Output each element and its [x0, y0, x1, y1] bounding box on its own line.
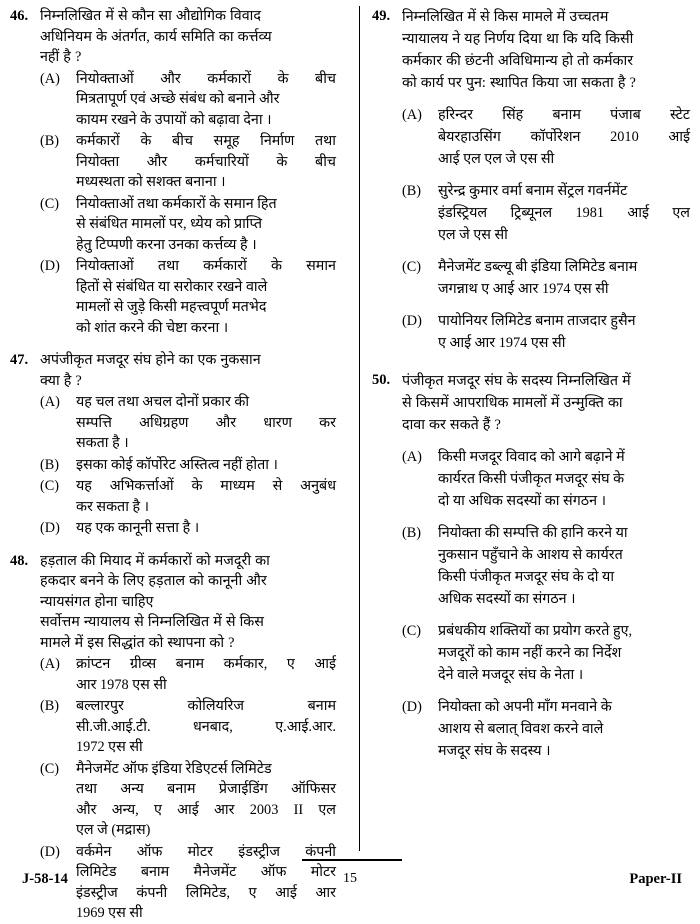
option-text: [438, 180, 690, 246]
option-b[interactable]: [40, 455, 336, 476]
option-label: (C): [40, 195, 60, 212]
option-text: [438, 256, 690, 300]
footer-paper-code: J-58-14: [22, 871, 68, 887]
question-number: 48.: [10, 552, 29, 569]
option-line: आई एल एल जे एस सी: [438, 151, 555, 167]
option-line: सुरेन्द्र कुमार वर्मा बनाम सेंट्रल गवर्नमेंट: [438, 183, 628, 199]
option-line: नियोक्ता और कर्मचारियों के बीच: [76, 153, 336, 170]
option-c[interactable]: [40, 759, 336, 841]
option-label: (C): [402, 259, 422, 275]
option-line: कायम रखने के उपायों को बढ़ावा देना ।: [76, 111, 272, 128]
option-a[interactable]: [402, 446, 690, 512]
question-body: [402, 370, 690, 762]
option-line: इंडस्ट्रीज कंपनी लिमिटेड, ए आई आर: [76, 884, 336, 901]
question-body: [40, 350, 336, 539]
option-label: (A): [402, 449, 422, 465]
option-line: सकता है ।: [76, 435, 129, 451]
option-c[interactable]: [40, 194, 336, 256]
option-line: किसी पंजीकृत मजदूर संघ के दो या: [438, 569, 615, 585]
option-line: 1972 एस सी: [76, 739, 143, 755]
option-line: मामलों से जुड़े किसी महत्त्वपूर्ण मतभेद: [76, 299, 267, 315]
option-text: [76, 69, 336, 131]
footer-row: [10, 871, 690, 888]
option-label: (A): [40, 656, 60, 672]
option-line: हेतु टिप्पणी करना उनका कर्त्तव्य है ।: [76, 236, 257, 253]
option-text: [76, 654, 336, 695]
option-line: मध्यस्थता को सशक्त बनाना ।: [76, 174, 226, 190]
option-text: [438, 310, 690, 354]
option-line: नियोक्ताओं तथा कर्मकारों के समान: [76, 258, 336, 274]
option-label: (A): [40, 70, 60, 87]
stem-line: को कार्य पर पुन: स्थापित किया जा सकता है ?: [402, 75, 636, 91]
stem-line: न्यायसंगत होना चाहिए: [40, 593, 154, 610]
option-line: बेयरहाउसिंग कॉर्पोरेशन 2010 आई: [438, 129, 690, 145]
question-stem: [402, 6, 690, 94]
option-label: (B): [402, 525, 422, 541]
question-46: [10, 6, 336, 338]
option-line: प्रबंधकीय शक्तियों का प्रयोग करते हुए,: [438, 623, 633, 639]
option-label: (C): [402, 623, 422, 639]
option-line: इसका कोई कॉर्पोरेट अस्तित्व नहीं होता ।: [76, 456, 278, 473]
option-line: यह एक कानूनी सत्ता है ।: [76, 520, 200, 536]
question-number: 47.: [10, 352, 29, 368]
option-d[interactable]: [402, 310, 690, 354]
stem-line: सर्वोत्तम न्यायालय से निम्नलिखित में से किस: [40, 614, 264, 630]
option-line: यह अभिकर्त्ताओं के माध्यम से अनुबंध: [76, 478, 336, 494]
option-d[interactable]: [402, 696, 690, 762]
option-line: ए आई आर 1974 एस सी: [438, 335, 566, 351]
option-line: लिमिटेड बनाम मैनेजमेंट ऑफ मोटर: [76, 864, 336, 880]
stem-line: क्या है ?: [40, 372, 82, 389]
stem-line: न्यायालय ने यह निर्णय दिया था कि यदि किसी: [402, 31, 634, 47]
option-line: आर 1978 एस सी: [76, 676, 167, 693]
option-text: [76, 256, 336, 338]
option-text: [76, 455, 336, 476]
stem-line: निम्नलिखित में से कौन सा औद्योगिक विवाद: [40, 8, 261, 24]
option-a[interactable]: [40, 69, 336, 131]
option-line: यह चल तथा अचल दोनों प्रकार की: [76, 394, 250, 410]
option-a[interactable]: [402, 104, 690, 170]
option-b[interactable]: [40, 696, 336, 758]
footer-rule: [302, 859, 402, 861]
question-body: [402, 6, 690, 354]
option-label: (D): [40, 258, 60, 274]
option-d[interactable]: [40, 518, 336, 539]
option-line: मजदूर संघ के सदस्य ।: [438, 743, 551, 759]
option-text: [76, 759, 336, 841]
option-a[interactable]: [40, 654, 336, 695]
option-line: पायोनियर लिमिटेड बनाम ताजदार हुसैन: [438, 313, 636, 329]
options-list: [40, 69, 336, 339]
option-line: नियोक्ताओं और कर्मकारों के बीच: [76, 70, 336, 87]
option-line: वर्कमेन ऑफ मोटर इंडस्ट्रीज कंपनी: [76, 843, 336, 860]
stem-line: अपंजीकृत मजदूर संघ होने का एक नुकसान: [40, 352, 261, 368]
option-label: (D): [40, 843, 60, 860]
option-line: मैनेजमेंट डब्ल्यू बी इंडिया लिमिटेड बनाम: [438, 259, 638, 275]
option-line: किसी मजदूर विवाद को आगे बढ़ाने में: [438, 449, 625, 465]
stem-line: नहीं है ?: [40, 49, 82, 65]
stem-line: पंजीकृत मजदूर संघ के सदस्य निम्नलिखित में: [402, 373, 631, 389]
question-body: [40, 6, 336, 338]
option-line: हितों से संबंधित या सरोकार रखने वाले: [76, 278, 268, 295]
options-list: [40, 392, 336, 539]
option-d[interactable]: [40, 256, 336, 338]
options-list: [402, 104, 690, 354]
option-text: [438, 446, 690, 512]
option-label: (B): [40, 698, 60, 714]
option-text: [76, 476, 336, 517]
option-line: तथा अन्य बनाम प्रेजाईडिंग ऑफिसर: [76, 781, 336, 797]
option-line: सी.जी.आई.टी. धनबाद, ए.आई.आर.: [76, 718, 336, 735]
option-text: [76, 518, 336, 539]
question-stem: [40, 6, 336, 68]
option-text: [438, 696, 690, 762]
option-text: [438, 104, 690, 170]
option-line: आशय से बलात् विवश करने वाले: [438, 721, 604, 737]
option-c[interactable]: [402, 256, 690, 300]
option-text: [438, 522, 690, 610]
option-line: इंडस्ट्रियल ट्रिब्यूनल 1981 आई एल: [438, 205, 690, 221]
stem-line: दावा कर सकते हैं ?: [402, 417, 501, 433]
options-list: [402, 446, 690, 762]
footer-paper-label: Paper-II: [629, 871, 682, 887]
option-label: (B): [402, 183, 422, 199]
question-number: 46.: [10, 8, 29, 24]
option-label: (D): [40, 520, 60, 536]
question-stem: [40, 350, 336, 391]
option-a[interactable]: [40, 392, 336, 454]
question-number: 50.: [372, 372, 391, 388]
stem-line: निम्नलिखित में से किस मामले में उच्चतम: [402, 9, 609, 25]
option-label: (B): [40, 456, 60, 473]
option-line: एल जे एस सी: [438, 227, 508, 243]
option-line: सम्पत्ति अधिग्रहण और धारण कर: [76, 414, 336, 431]
option-line: बल्लारपुर कोलियरिज बनाम: [76, 698, 336, 714]
option-b[interactable]: [402, 522, 690, 610]
question-50: [372, 370, 690, 762]
stem-line: अधिनियम के अंतर्गत, कार्य समिति का कर्त्तव्य: [40, 28, 272, 45]
option-label: (D): [402, 699, 422, 715]
question-47: [10, 350, 336, 539]
option-line: हरिन्दर सिंह बनाम पंजाब स्टेट: [438, 107, 690, 123]
option-line: देने वाले मजदूर संघ के नेता ।: [438, 667, 584, 683]
option-text: [76, 194, 336, 256]
option-line: अधिक सदस्यों का संगठन ।: [438, 591, 576, 607]
option-label: (C): [40, 478, 60, 494]
option-line: जगन्नाथ ए आई आर 1974 एस सी: [438, 281, 609, 297]
stem-line: से किसमें आपराधिक मामलों में उन्मुक्ति का: [402, 395, 623, 411]
option-label: (D): [402, 313, 422, 329]
option-line: एल जे (मद्रास): [76, 822, 151, 838]
question-stem: [402, 370, 690, 436]
option-b[interactable]: [402, 180, 690, 246]
option-line: नियोक्ता को अपनी माँग मनवाने के: [438, 699, 612, 715]
option-line: कार्यरत किसी पंजीकृत मजदूर संघ के: [438, 471, 625, 487]
option-text: [76, 696, 336, 758]
option-line: नुकसान पहुँचाने के आशय से कार्यरत: [438, 547, 623, 563]
option-label: (B): [40, 133, 60, 149]
option-text: [76, 131, 336, 193]
option-line: मजदूरों को काम नहीं करने का निर्देश: [438, 645, 622, 661]
question-49: [372, 6, 690, 354]
stem-line: हकदार बनने के लिए हड़ताल को कानूनी और: [40, 573, 267, 589]
option-line: दो या अधिक सदस्यों का संगठन ।: [438, 493, 607, 509]
footer-page-number: 15: [343, 871, 357, 886]
option-text: [438, 620, 690, 686]
option-label: (A): [402, 107, 422, 123]
stem-line: हड़ताल की मियाद में कर्मकारों को मजदूरी का: [40, 552, 270, 569]
option-text: [76, 392, 336, 454]
right-column: [350, 6, 690, 861]
option-line: नियोक्ताओं तथा कर्मकारों के समान हित: [76, 195, 277, 212]
option-line: से संबंधित मामलों पर, ध्येय को प्राप्ति: [76, 216, 263, 232]
option-b[interactable]: [40, 131, 336, 193]
question-number: 49.: [372, 8, 391, 24]
option-label: (C): [40, 760, 60, 777]
option-line: नियोक्ता की सम्पत्ति की हानि करने या: [438, 525, 628, 541]
option-c[interactable]: [40, 476, 336, 517]
option-line: मैनेजमेंट ऑफ इंडिया रेडिएटर्स लिमिटेड: [76, 760, 272, 777]
stem-line: मामले में इस सिद्धांत को स्थापना को ?: [40, 634, 235, 651]
question-stem: [40, 551, 336, 654]
option-label: (A): [40, 394, 60, 410]
option-line: कर सकता है ।: [76, 498, 150, 515]
option-c[interactable]: [402, 620, 690, 686]
option-line: को शांत करने की चेष्टा करना ।: [76, 319, 229, 336]
option-line: और अन्य, ए आई आर 2003 II एल: [76, 801, 336, 818]
page-footer: [10, 859, 690, 899]
option-line: 1969 एस सी: [76, 905, 143, 921]
stem-line: कर्मकार की छंटनी अविधिमान्य हो तो कर्मकार: [402, 53, 634, 69]
option-line: क्रांप्टन ग्रीव्स बनाम कर्मकार, ए आई: [76, 656, 336, 672]
option-line: मित्रतापूर्ण एवं अच्छे संबंध को बनाने और: [76, 91, 280, 107]
option-line: कर्मकारों के बीच समूह निर्माण तथा: [76, 133, 336, 149]
